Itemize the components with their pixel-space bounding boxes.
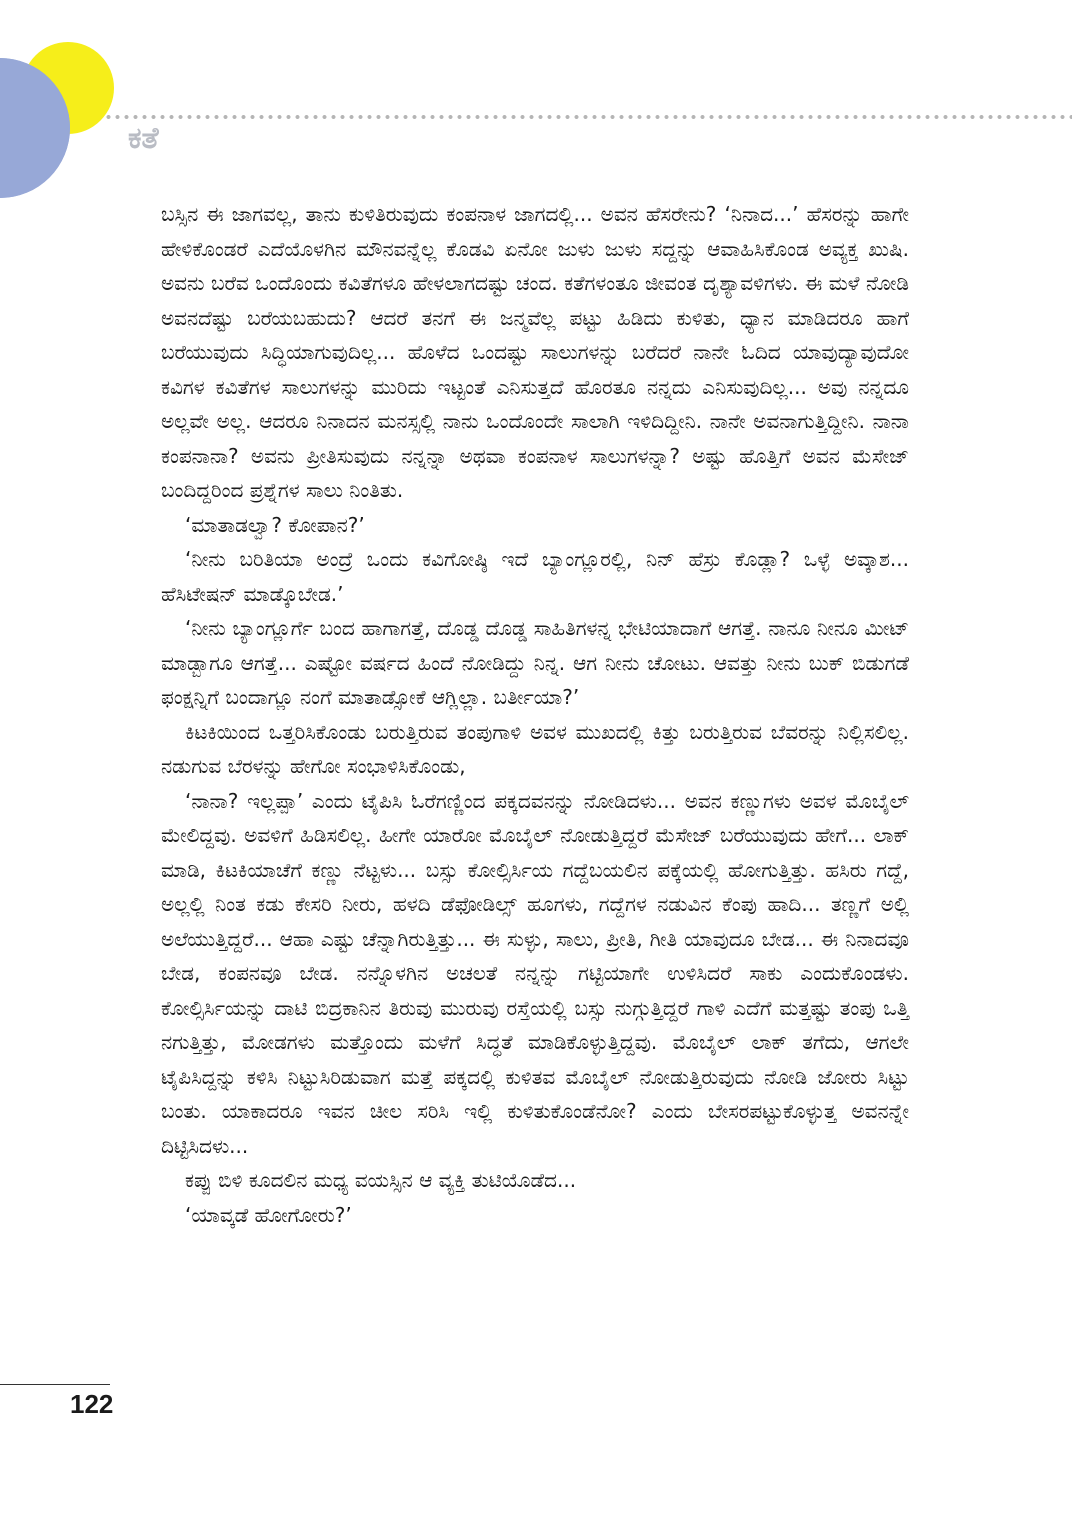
decorative-circles xyxy=(0,0,140,210)
footer-rule xyxy=(0,1384,110,1385)
paragraph: ‘ಮಾತಾಡಲ್ವಾ? ಕೋಪಾನ?’ xyxy=(185,512,365,537)
paragraph: ಕಿಟಕಿಯಿಂದ ಒತ್ತರಿಸಿಕೊಂಡು ಬರುತ್ತಿರುವ ತಂಪುಗಾಳಿ ಅವಳ ಮುಖದಲ್ಲಿ ಕಿತ್ತು ಬರುತ್ತಿರುವ ಬೆವರನ್ನು ನಿಲ್ಲಿಸಲಿಲ್ಲ. ನಡುಗುವ ಬೆರಳನ್ನು ಹೇಗೋ ಸಂಭಾಳಿಸಿಕೊಂಡು, xyxy=(161,719,909,778)
paragraph: ‘ನಾನಾ? ಇಲ್ಲಪ್ಪಾ’ ಎಂದು ಟೈಪಿಸಿ ಓರೆಗಣ್ಣಿಂದ ಪಕ್ಕದವನನ್ನು ನೋಡಿದಳು... ಅವನ ಕಣ್ಣುಗಳು ಅವಳ ಮೊಬೈಲ್ ಮೇಲಿದ್ದವು. ಅವಳಿಗೆ ಹಿಡಿಸಲಿಲ್ಲ. ಹೀಗೇ ಯಾರೋ ಮೊಬೈಲ್ ನೋಡುತ್ತಿದ್ದರೆ ಮೆಸೇಜ್ ಬರೆಯುವುದು ಹೇಗೆ... ಲಾಕ್ ಮಾಡಿ, ಕಿಟಕಿಯಾಚೆಗೆ ಕಣ್ಣು ನೆಟ್ಟಳು... ಬಸ್ಸು ಕೋಲ್ಸಿರ್ಸಿಯ ಗದ್ದೆಬಯಲಿನ ಪಕ್ಕೆಯಲ್ಲಿ ಹೋಗುತ್ತಿತ್ತು. ಹಸಿರು ಗದ್ದೆ, ಅಲ್ಲಲ್ಲಿ ನಿಂತ ಕಡು ಕೇಸರಿ ನೀರು, ಹಳದಿ ಡೆಫೋಡಿಲ್ಸ್ ಹೂಗಳು, ಗದ್ದೆಗಳ ನಡುವಿನ ಕೆಂಪು ಹಾದಿ... ತಣ್ಣಗೆ ಅಲ್ಲಿ ಅಲೆಯುತ್ತಿದ್ದರೆ... ಆಹಾ ಎಷ್ಟು ಚೆನ್ನಾಗಿರುತ್ತಿತ್ತು... ಈ ಸುಳ್ಳು, ಸಾಲು, ಪ್ರೀತಿ, ಗೀತಿ ಯಾವುದೂ ಬೇಡ... ಈ ನಿನಾದವೂ ಬೇಡ, ಕಂಪನವೂ ಬೇಡ. ನನ್ನೊಳಗಿನ ಅಚಲತೆ ನನ್ನನ್ನು ಗಟ್ಟಿಯಾಗೇ ಉಳಿಸಿದರೆ ಸಾಕು ಎಂದುಕೊಂಡಳು. ಕೋಲ್ಸಿರ್ಸಿಯನ್ನು ದಾಟಿ ಬಿದ್ರಕಾನಿನ ತಿರುವು ಮುರುವು ರಸ್ತೆಯಲ್ಲಿ ಬಸ್ಸು ನುಗ್ಗುತ್ತಿದ್ದರೆ ಗಾಳಿ ಎದೆಗೆ ಮತ್ತಷ್ಟು ತಂಪು ಒತ್ತಿ ನಗುತ್ತಿತ್ತು, ಮೋಡಗಳು ಮತ್ತೊಂದು ಮಳೆಗೆ ಸಿದ್ಧತೆ ಮಾಡಿಕೊಳ್ಳುತ್ತಿದ್ದವು. ಮೊಬೈಲ್ ಲಾಕ್ ತಗೆದು, ಆಗಲೇ ಟೈಪಿಸಿದ್ದನ್ನು ಕಳಿಸಿ ನಿಟ್ಟುಸಿರಿಡುವಾಗ ಮತ್ತೆ ಪಕ್ಕದಲ್ಲಿ ಕುಳಿತವ ಮೊಬೈಲ್ ನೋಡುತ್ತಿರುವುದು ನೋಡಿ ಜೋರು ಸಿಟ್ಟು ಬಂತು. ಯಾಕಾದರೂ ಇವನ ಚೀಲ ಸರಿಸಿ ಇಲ್ಲಿ ಕುಳಿತುಕೊಂಡೆನೋ? ಎಂದು ಬೇಸರಪಟ್ಟುಕೊಳ್ಳುತ್ತ ಅವನನ್ನೇ ದಿಟ್ಟಿಸಿದಳು... xyxy=(161,788,909,1158)
section-label: ಕತೆ xyxy=(128,121,159,156)
story-body xyxy=(161,197,909,1232)
page-number: 122 xyxy=(70,1389,114,1419)
paragraph: ಬಸ್ಸಿನ ಈ ಜಾಗವಲ್ಲ, ತಾನು ಕುಳಿತಿರುವುದು ಕಂಪನಾಳ ಜಾಗದಲ್ಲಿ... ಅವನ ಹೆಸರೇನು? ‘ನಿನಾದ...’ ಹೆಸರನ್ನು ಹಾಗೇ ಹೇಳಿಕೊಂಡರೆ ಎದೆಯೊಳಗಿನ ಮೌನವನ್ನೆಲ್ಲ ಕೊಡವಿ ಏನೋ ಜುಳು ಜುಳು ಸದ್ದನ್ನು ಆವಾಹಿಸಿಕೊಂಡ ಅವ್ಯಕ್ತ ಖುಷಿ. ಅವನು ಬರೆವ ಒಂದೊಂದು ಕವಿತೆಗಳೂ ಹೇಳಲಾಗದಷ್ಟು ಚಂದ. ಕತೆಗಳಂತೂ ಜೀವಂತ ದೃಶ್ಯಾವಳಿಗಳು. ಈ ಮಳೆ ನೋಡಿ ಅವನದೆಷ್ಟು ಬರೆಯಬಹುದು? ಆದರೆ ತನಗೆ ಈ ಜನ್ಮವೆಲ್ಲ ಪಟ್ಟು ಹಿಡಿದು ಕುಳಿತು, ಧ್ಯಾನ ಮಾಡಿದರೂ ಹಾಗೆ ಬರೆಯುವುದು ಸಿದ್ಧಿಯಾಗುವುದಿಲ್ಲ... ಹೊಳೆದ ಒಂದಷ್ಟು ಸಾಲುಗಳನ್ನು ಬರೆದರೆ ನಾನೇ ಓದಿದ ಯಾವುದ್ಯಾವುದೋ ಕವಿಗಳ ಕವಿತೆಗಳ ಸಾಲುಗಳನ್ನು ಮುರಿದು ಇಟ್ಟಂತೆ ಎನಿಸುತ್ತದೆ ಹೊರತೂ ನನ್ನದು ಎನಿಸುವುದಿಲ್ಲ... ಅವು ನನ್ನದೂ ಅಲ್ಲವೇ ಅಲ್ಲ. ಆದರೂ ನಿನಾದನ ಮನಸ್ಸಲ್ಲಿ ನಾನು ಒಂದೊಂದೇ ಸಾಲಾಗಿ ಇಳಿದಿದ್ದೀನಿ. ನಾನೇ ಅವನಾಗುತ್ತಿದ್ದೀನಿ. ನಾನಾ ಕಂಪನಾನಾ? ಅವನು ಪ್ರೀತಿಸುವುದು ನನ್ನನ್ನಾ ಅಥವಾ ಕಂಪನಾಳ ಸಾಲುಗಳನ್ನಾ? ಅಷ್ಟು ಹೊತ್ತಿಗೆ ಅವನ ಮೆಸೇಜ್ ಬಂದಿದ್ದರಿಂದ ಪ್ರಶ್ನೆಗಳ ಸಾಲು ನಿಂತಿತು. xyxy=(161,202,909,502)
paragraph: ‘ಯಾವ್ಕಡೆ ಹೋಗೋರು?’ xyxy=(185,1202,352,1227)
paragraph: ‘ನೀನು ಬ್ಯಾಂಗ್ಲೂರ್ಗೆ ಬಂದ ಹಾಗಾಗತ್ತೆ, ದೊಡ್ಡ ದೊಡ್ಡ ಸಾಹಿತಿಗಳನ್ನ ಭೇಟಿಯಾದಾಗೆ ಆಗತ್ತೆ. ನಾನೂ ನೀನೂ ಮೀಟ್ ಮಾಡ್ಬಾಗೂ ಆಗತ್ತೆ... ಎಷ್ಟೋ ವರ್ಷದ ಹಿಂದೆ ನೋಡಿದ್ದು ನಿನ್ನ. ಆಗ ನೀನು ಚೋಟು. ಆವತ್ತು ನೀನು ಬುಕ್ ಬಿಡುಗಡೆ ಫಂಕ್ಷನ್ನಿಗೆ ಬಂದಾಗ್ಲೂ ನಂಗೆ ಮಾತಾಡ್ಸೋಕೆ ಆಗ್ಲಿಲ್ಲಾ. ಬರ್ತೀಯಾ?’ xyxy=(161,616,909,709)
dotted-rule xyxy=(104,114,1072,120)
paragraph: ‘ನೀನು ಬರಿತಿಯಾ ಅಂದ್ರೆ ಒಂದು ಕವಿಗೋಷ್ಠಿ ಇದೆ ಬ್ಯಾಂಗ್ಲೂರಲ್ಲಿ, ನಿನ್ ಹೆಸ್ರು ಕೊಡ್ಲಾ? ಒಳ್ಳೆ ಅವ್ಕಾಶ... ಹೆಸಿಟೇಷನ್ ಮಾಡ್ಕೊಬೇಡ.’ xyxy=(161,547,909,606)
paragraph: ಕಪ್ಪು ಬಿಳಿ ಕೂದಲಿನ ಮಧ್ಯ ವಯಸ್ಸಿನ ಆ ವ್ಯಕ್ತಿ ತುಟಿಯೊಡೆದ... xyxy=(185,1168,577,1192)
